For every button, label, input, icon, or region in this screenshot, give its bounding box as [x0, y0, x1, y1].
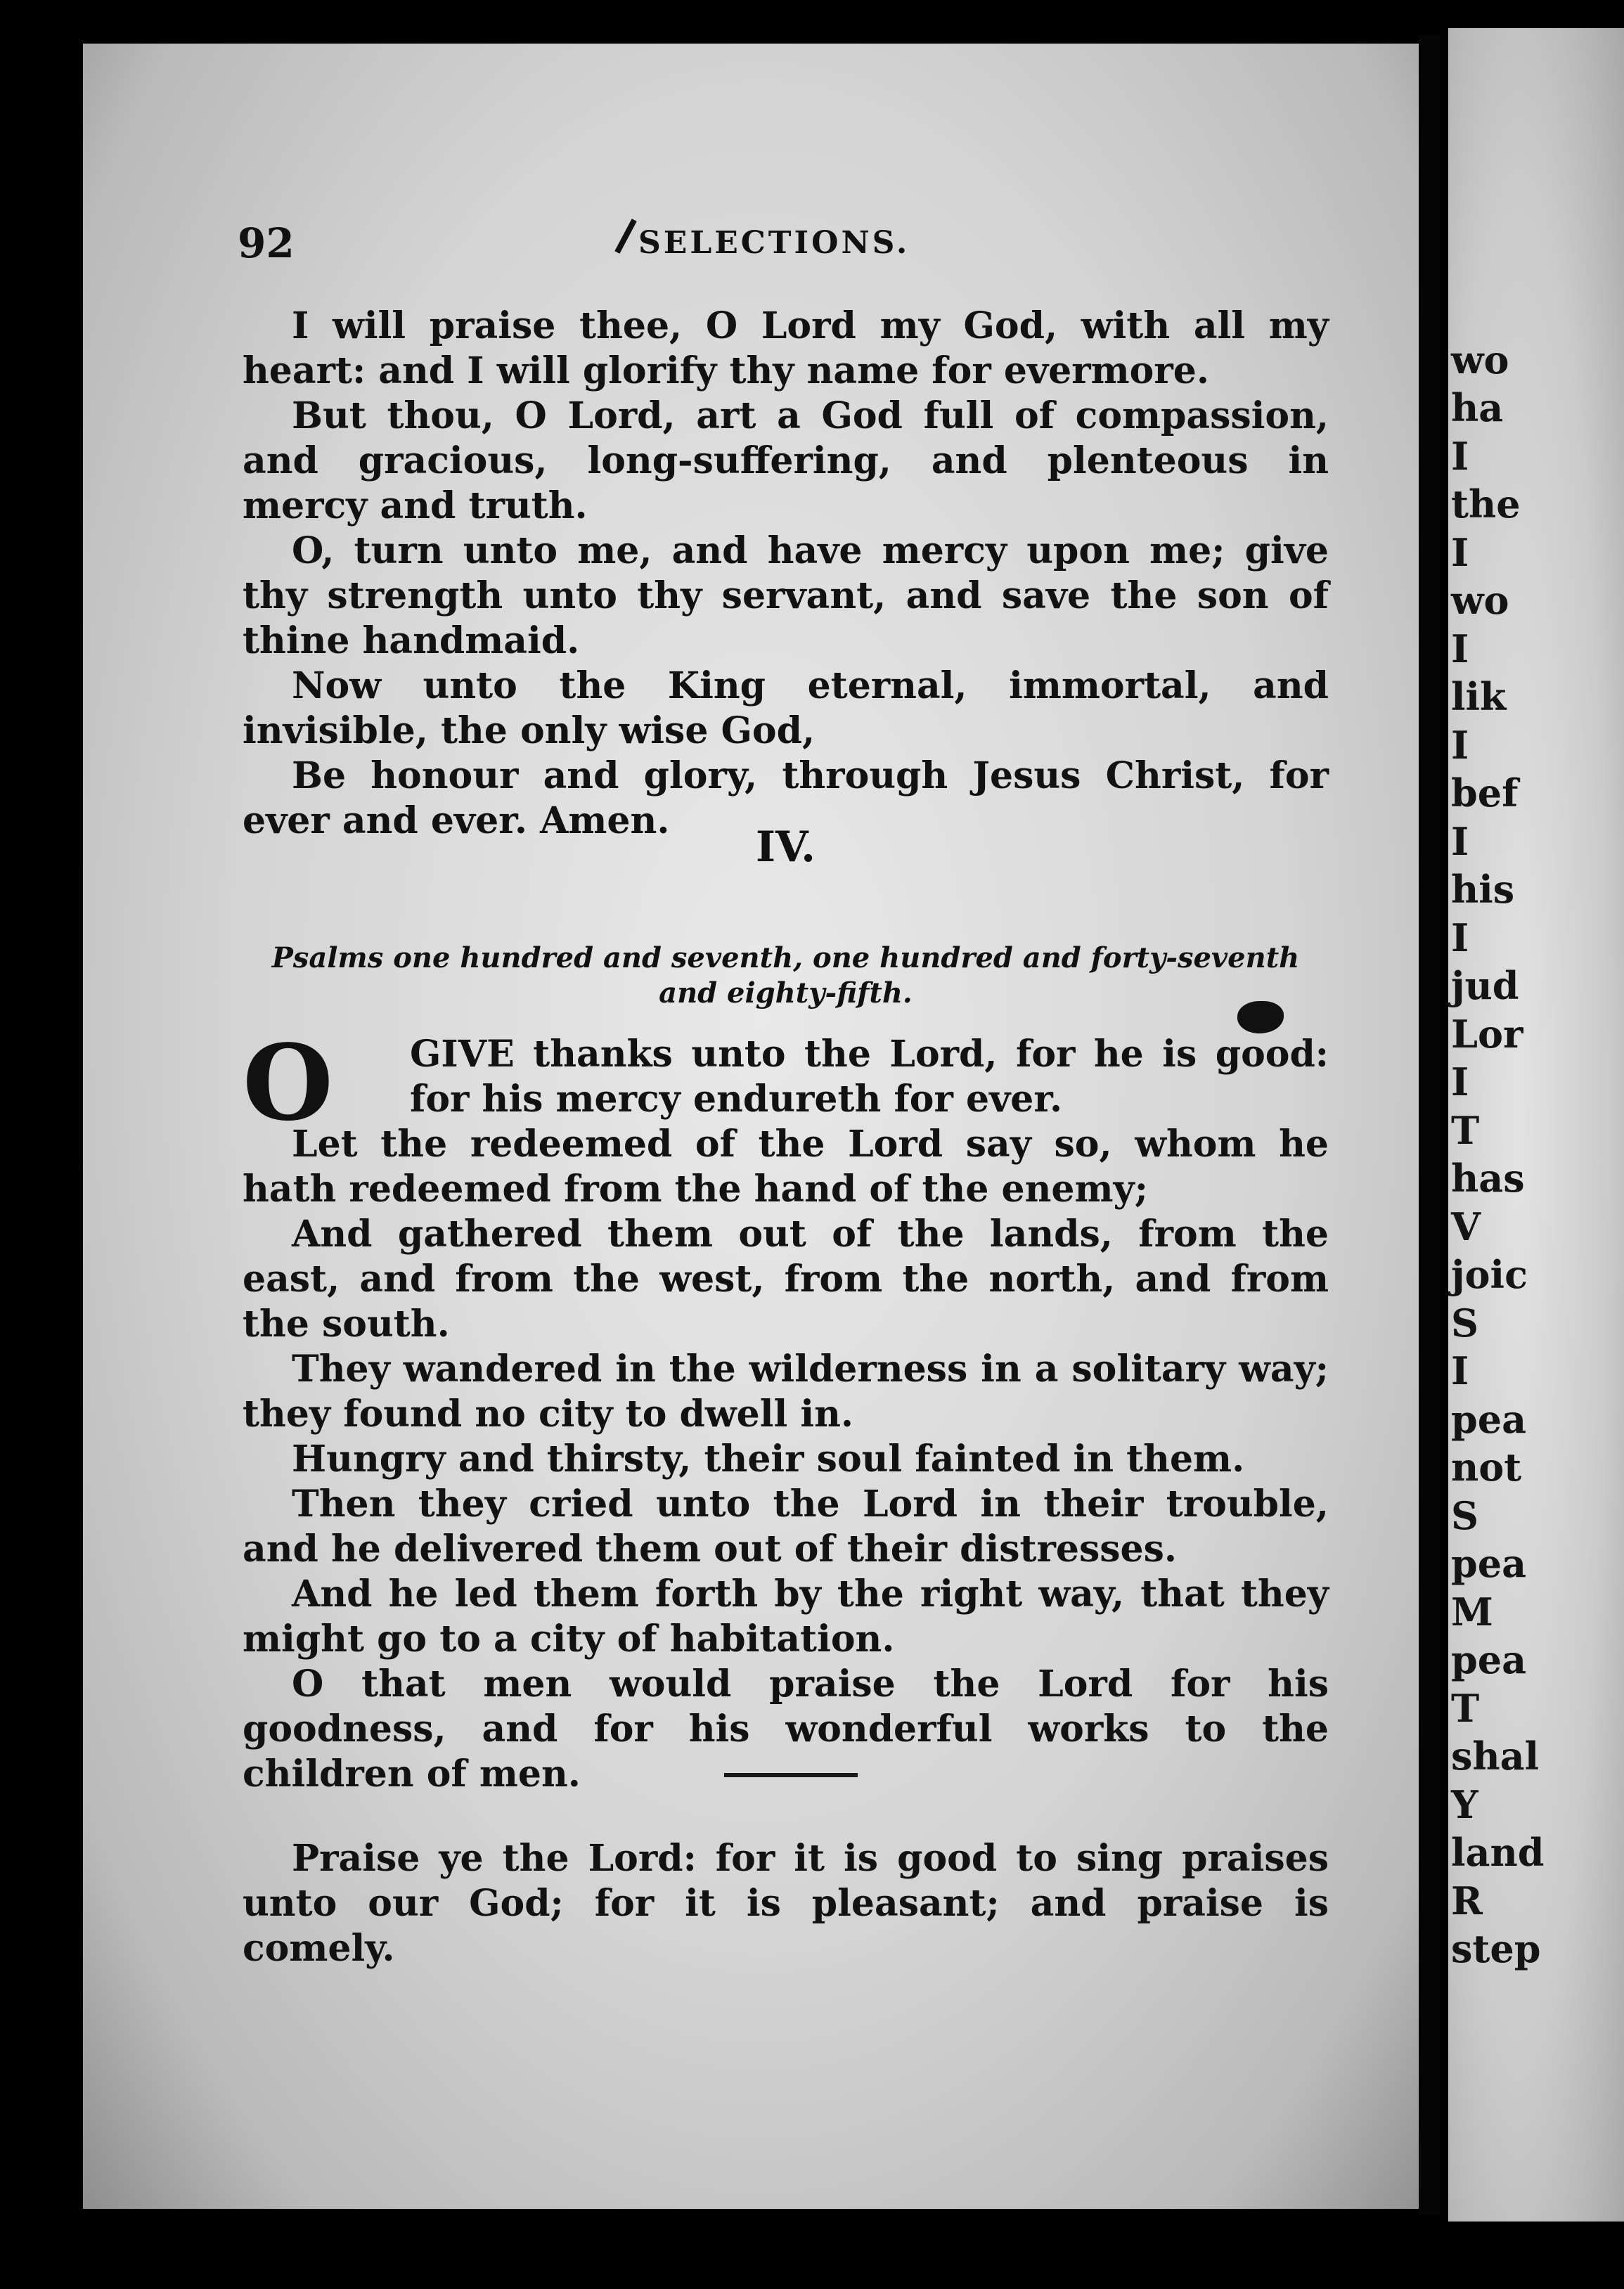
paragraph: And gathered them out of the lands, from the east, and from the west, from the north, and from the south. — [243, 1213, 1329, 1346]
facing-page-fragment: his — [1451, 867, 1515, 913]
facing-page-fragment: jud — [1451, 963, 1519, 1009]
facing-page-fragment: the — [1451, 482, 1521, 527]
facing-page-fragment: ha — [1451, 385, 1504, 431]
facing-page-fragment: M — [1451, 1589, 1493, 1634]
paragraph: And he led them forth by the right way, that they might go to a city of habitation. — [243, 1573, 1329, 1661]
drop-cap: O — [243, 1021, 333, 1144]
closing-passage — [243, 1836, 1329, 1971]
section-numeral: IV. — [755, 823, 816, 872]
facing-page-fragment: V — [1451, 1204, 1481, 1249]
facing-page-fragment: lik — [1451, 674, 1507, 720]
pencil-mark — [614, 219, 636, 254]
facing-page-fragment: I — [1451, 626, 1469, 671]
facing-page-fragment: land — [1451, 1830, 1545, 1876]
facing-page-fragment: S — [1451, 1492, 1478, 1538]
paragraph: Let the redeemed of the Lord say so, whom he hath redeemed from the hand of the enemy; — [243, 1123, 1329, 1211]
facing-page-fragment: pea — [1451, 1541, 1527, 1587]
facing-page-fragment: T — [1451, 1685, 1480, 1731]
facing-page-fragment: not — [1451, 1445, 1522, 1490]
paragraph: They wandered in the wilderness in a solitary way; they found no city to dwell in. — [243, 1348, 1329, 1436]
facing-page-fragment: I — [1451, 722, 1469, 768]
facing-page-fragment: I — [1451, 915, 1469, 960]
paragraph: But thou, O Lord, art a God full of compassion, and gracious, long-suffering, and plenteous in mercy and truth. — [243, 394, 1329, 527]
facing-page-fragment: step — [1451, 1926, 1541, 1971]
facing-page — [1448, 28, 1624, 2222]
paragraph: Hungry and thirsty, their soul fainted in them. — [292, 1438, 1245, 1481]
facing-page-fragment: I — [1451, 1348, 1469, 1394]
psalm-passage — [243, 1021, 1329, 1797]
facing-page-fragment: has — [1451, 1156, 1525, 1201]
facing-page-fragment: S — [1451, 1300, 1478, 1346]
opening-text: GIVE thanks unto the Lord, for he is good: for his mercy endureth for ever. — [410, 1033, 1329, 1121]
facing-page-fragment: I — [1451, 818, 1469, 864]
facing-page-fragment: T — [1451, 1107, 1480, 1153]
running-head — [238, 219, 1327, 269]
facing-page-fragment: R — [1451, 1878, 1483, 1923]
section-subtitle: Psalms one hundred and seventh, one hundred and forty-seventh and eighty-fifth. — [271, 941, 1300, 1010]
paragraph: Then they cried unto the Lord in their trouble, and he delivered them out of their distresses. — [243, 1483, 1329, 1571]
page-number: 92 — [238, 219, 295, 267]
running-title: SELECTIONS. — [638, 225, 910, 261]
top-passage — [243, 304, 1329, 844]
paragraph: Now unto the King eternal, immortal, and invisible, the only wise God, — [243, 664, 1329, 752]
facing-page-fragment: I — [1451, 1059, 1469, 1105]
facing-page-fragment: pea — [1451, 1396, 1527, 1442]
facing-page-fragment: Lor — [1451, 1011, 1523, 1057]
facing-page-fragment: shal — [1451, 1734, 1540, 1779]
paragraph: O, turn unto me, and have mercy upon me; give thy strength unto thy servant, and save the son of thine handmaid. — [243, 529, 1329, 662]
section-divider — [724, 1773, 858, 1777]
facing-page-fragment: wo — [1451, 578, 1509, 624]
facing-page-fragment: bef — [1451, 770, 1519, 816]
facing-page-fragment: I — [1451, 433, 1469, 479]
page-gutter — [1419, 35, 1440, 2214]
facing-page-fragment: Y — [1451, 1781, 1478, 1827]
paragraph: Praise ye the Lord: for it is good to sing praises unto our God; for it is pleasant; and praise is comely. — [243, 1837, 1329, 1970]
facing-page-fragment: joic — [1451, 1252, 1528, 1298]
facing-page-fragment: pea — [1451, 1637, 1527, 1683]
paragraph: O that men would praise the Lord for his goodness, and for his wonderful works to the children of men. — [243, 1663, 1329, 1795]
opening-paragraph — [243, 1021, 1329, 1144]
facing-page-fragment: wo — [1451, 337, 1509, 382]
paragraph: Be honour and glory, through Jesus Christ, for ever and ever. Amen. — [243, 754, 1329, 842]
paragraph: I will praise thee, O Lord my God, with all my heart: and I will glorify thy name for evermore. — [243, 304, 1329, 392]
facing-page-fragment: I — [1451, 529, 1469, 575]
